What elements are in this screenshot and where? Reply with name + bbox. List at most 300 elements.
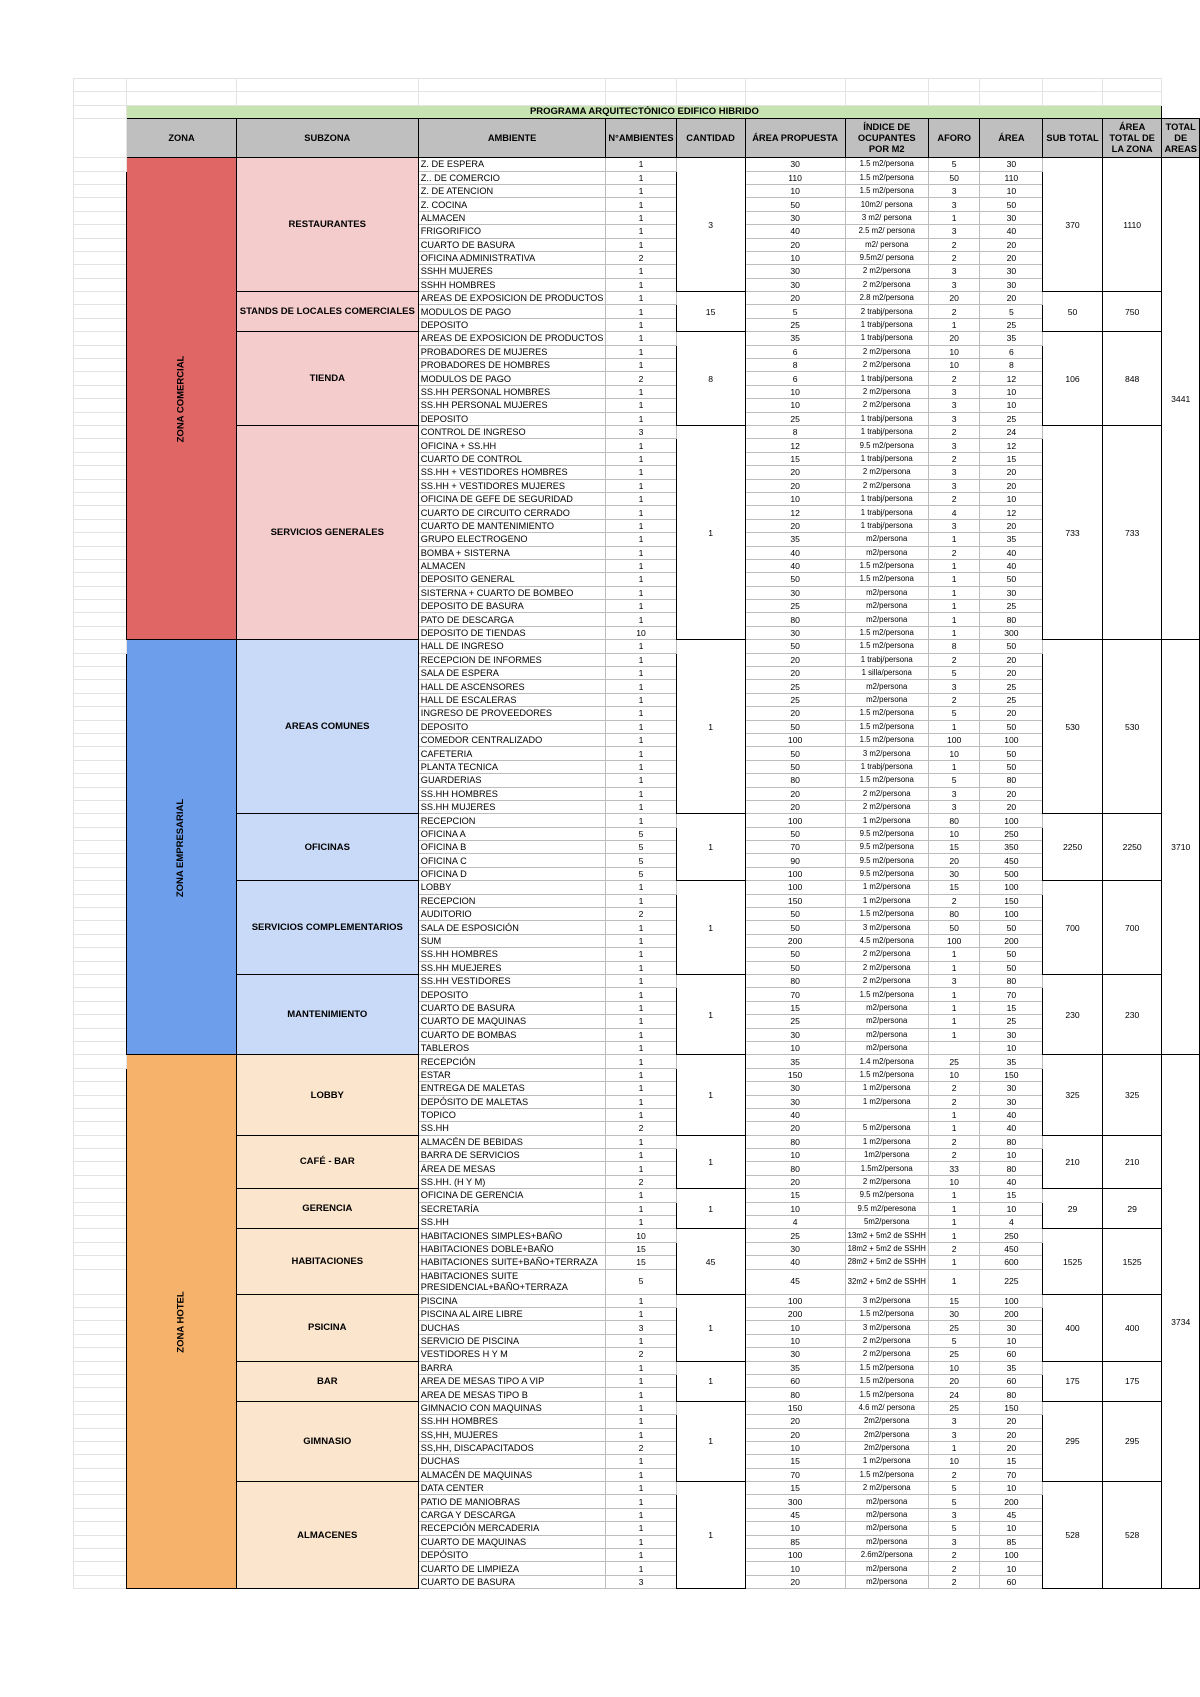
aforo-cell: 1 — [928, 559, 980, 572]
area-propuesta-cell: 30 — [745, 158, 845, 171]
ambiente-cell: DATA CENTER — [418, 1482, 606, 1495]
indice-cell: 1.4 m2/persona — [845, 1055, 928, 1068]
zone-area-cell: 750 — [1102, 292, 1162, 332]
indice-cell: 1 trabj/persona — [845, 506, 928, 519]
zone-area-cell: 29 — [1102, 1189, 1162, 1229]
ambiente-cell: SS.HH. (H Y M) — [418, 1175, 606, 1188]
column-header: N°AMBIENTES — [606, 119, 676, 158]
indice-cell: 1 m2/persona — [845, 1455, 928, 1468]
aforo-cell: 100 — [928, 733, 980, 746]
num-ambientes-cell: 1 — [606, 1361, 676, 1374]
area-propuesta-cell: 80 — [745, 975, 845, 988]
area-propuesta-cell: 80 — [745, 1388, 845, 1401]
indice-cell: 9.5 m2/persona — [845, 439, 928, 452]
area-cell: 250 — [980, 827, 1043, 840]
column-header: SUBZONA — [236, 119, 418, 158]
subzone-label: LOBBY — [236, 1055, 418, 1135]
aforo-cell: 2 — [928, 1242, 980, 1255]
subtotal-cell: 29 — [1043, 1189, 1103, 1229]
area-cell: 20 — [980, 1441, 1043, 1454]
num-ambientes-cell: 1 — [606, 1294, 676, 1307]
indice-cell: 2 m2/persona — [845, 961, 928, 974]
indice-cell: 1 trabj/persona — [845, 318, 928, 331]
ambiente-cell: CUARTO DE BOMBAS — [418, 1028, 606, 1041]
aforo-cell: 20 — [928, 292, 980, 305]
aforo-cell: 25 — [928, 1055, 980, 1068]
area-cell: 500 — [980, 867, 1043, 880]
ambiente-cell: HALL DE ASCENSORES — [418, 680, 606, 693]
area-cell: 450 — [980, 1242, 1043, 1255]
ambiente-cell: ALMACÉN DE MAQUINAS — [418, 1468, 606, 1481]
area-propuesta-cell: 200 — [745, 934, 845, 947]
ambiente-cell: GRUPO ELECTROGENO — [418, 533, 606, 546]
ambiente-cell: CUARTO DE LIMPIEZA — [418, 1562, 606, 1575]
area-propuesta-cell: 20 — [745, 787, 845, 800]
area-cell: 45 — [980, 1508, 1043, 1521]
area-cell: 25 — [980, 693, 1043, 706]
num-ambientes-cell: 1 — [606, 1482, 676, 1495]
indice-cell: 1 m2/persona — [845, 894, 928, 907]
num-ambientes-cell: 1 — [606, 452, 676, 465]
area-propuesta-cell: 25 — [745, 600, 845, 613]
aforo-cell: 3 — [928, 800, 980, 813]
aforo-cell: 2 — [928, 1135, 980, 1148]
aforo-cell: 1 — [928, 1015, 980, 1028]
ambiente-cell: OFICINA B — [418, 841, 606, 854]
zone-area-cell: 528 — [1102, 1482, 1162, 1589]
indice-cell: 1.5 m2/persona — [845, 559, 928, 572]
ambiente-cell: ALMACEN — [418, 559, 606, 572]
area-propuesta-cell: 85 — [745, 1535, 845, 1548]
area-propuesta-cell: 30 — [745, 1242, 845, 1255]
subtotal-cell: 106 — [1043, 332, 1103, 426]
ambiente-cell: OFICINA DE GERENCIA — [418, 1189, 606, 1202]
indice-cell: m2/persona — [845, 613, 928, 626]
subtotal-cell: 230 — [1043, 975, 1103, 1055]
aforo-cell: 5 — [928, 1495, 980, 1508]
table-row — [74, 1294, 1200, 1307]
area-cell: 25 — [980, 680, 1043, 693]
aforo-cell: 5 — [928, 1334, 980, 1347]
area-propuesta-cell: 10 — [745, 399, 845, 412]
ambiente-cell: AUDITORIO — [418, 908, 606, 921]
area-cell: 10 — [980, 1334, 1043, 1347]
zone-area-cell: 295 — [1102, 1401, 1162, 1481]
area-cell: 250 — [980, 1229, 1043, 1242]
ambiente-cell: AREA DE MESAS TIPO B — [418, 1388, 606, 1401]
indice-cell: 1.5 m2/persona — [845, 707, 928, 720]
area-propuesta-cell: 8 — [745, 425, 845, 438]
ambiente-cell: OFICINA C — [418, 854, 606, 867]
num-ambientes-cell: 1 — [606, 1374, 676, 1387]
num-ambientes-cell: 1 — [606, 667, 676, 680]
area-cell: 20 — [980, 519, 1043, 532]
area-propuesta-cell: 60 — [745, 1374, 845, 1387]
column-header: AMBIENTE — [418, 119, 606, 158]
ambiente-cell: BOMBA + SISTERNA — [418, 546, 606, 559]
indice-cell: 1 m2/persona — [845, 1135, 928, 1148]
ambiente-cell: SS.HH — [418, 1122, 606, 1135]
num-ambientes-cell: 1 — [606, 385, 676, 398]
aforo-cell: 1 — [928, 533, 980, 546]
aforo-cell: 1 — [928, 1202, 980, 1215]
subzone-label: SERVICIOS GENERALES — [236, 425, 418, 639]
area-propuesta-cell: 5 — [745, 305, 845, 318]
area-cell: 20 — [980, 707, 1043, 720]
indice-cell: 1.5 m2/persona — [845, 573, 928, 586]
area-propuesta-cell: 30 — [745, 1082, 845, 1095]
area-propuesta-cell: 15 — [745, 452, 845, 465]
num-ambientes-cell: 15 — [606, 1242, 676, 1255]
cantidad-cell: 1 — [676, 814, 745, 881]
area-propuesta-cell: 40 — [745, 559, 845, 572]
num-ambientes-cell: 2 — [606, 908, 676, 921]
area-propuesta-cell: 25 — [745, 1229, 845, 1242]
indice-cell: 1.5 m2/persona — [845, 171, 928, 184]
ambiente-cell: MODULOS DE PAGO — [418, 372, 606, 385]
aforo-cell: 2 — [928, 372, 980, 385]
num-ambientes-cell: 1 — [606, 707, 676, 720]
area-cell: 50 — [980, 948, 1043, 961]
aforo-cell: 20 — [928, 854, 980, 867]
area-propuesta-cell: 20 — [745, 707, 845, 720]
indice-cell: 2 m2/persona — [845, 1175, 928, 1188]
area-propuesta-cell: 200 — [745, 1307, 845, 1320]
area-cell: 25 — [980, 318, 1043, 331]
ambiente-cell: DEPOSITO DE TIENDAS — [418, 626, 606, 639]
area-cell: 25 — [980, 412, 1043, 425]
aforo-cell: 1 — [928, 573, 980, 586]
aforo-cell: 1 — [928, 600, 980, 613]
ambiente-cell: OFICINA DE GEFE DE SEGURIDAD — [418, 492, 606, 505]
area-cell: 30 — [980, 278, 1043, 291]
area-cell: 40 — [980, 1175, 1043, 1188]
area-cell: 12 — [980, 372, 1043, 385]
indice-cell: 3 m2/ persona — [845, 211, 928, 224]
area-cell: 50 — [980, 760, 1043, 773]
ambiente-cell: RECEPCIÓN MERCADERIA — [418, 1522, 606, 1535]
num-ambientes-cell: 1 — [606, 211, 676, 224]
ambiente-cell: SS.HH — [418, 1216, 606, 1229]
num-ambientes-cell: 1 — [606, 881, 676, 894]
area-propuesta-cell: 10 — [745, 184, 845, 197]
indice-cell: 4.6 m2/ persona — [845, 1401, 928, 1414]
num-ambientes-cell: 2 — [606, 251, 676, 264]
cantidad-cell: 15 — [676, 292, 745, 332]
area-cell: 80 — [980, 1388, 1043, 1401]
aforo-cell: 1 — [928, 586, 980, 599]
ambiente-cell: SUM — [418, 934, 606, 947]
num-ambientes-cell: 1 — [606, 519, 676, 532]
indice-cell: m2/persona — [845, 1028, 928, 1041]
aforo-cell: 1 — [928, 1108, 980, 1121]
aforo-cell: 1 — [928, 961, 980, 974]
aforo-cell: 5 — [928, 158, 980, 171]
num-ambientes-cell: 1 — [606, 1108, 676, 1121]
num-ambientes-cell: 1 — [606, 640, 676, 653]
ambiente-cell: PISCINA — [418, 1294, 606, 1307]
area-cell: 50 — [980, 747, 1043, 760]
num-ambientes-cell: 5 — [606, 827, 676, 840]
aforo-cell: 2 — [928, 238, 980, 251]
aforo-cell: 3 — [928, 479, 980, 492]
ambiente-cell: RECEPCION — [418, 894, 606, 907]
aforo-cell: 1 — [928, 988, 980, 1001]
area-propuesta-cell: 50 — [745, 760, 845, 773]
ambiente-cell: INGRESO DE PROVEEDORES — [418, 707, 606, 720]
ambiente-cell: CARGA Y DESCARGA — [418, 1508, 606, 1521]
area-propuesta-cell: 35 — [745, 1055, 845, 1068]
num-ambientes-cell: 1 — [606, 506, 676, 519]
num-ambientes-cell: 1 — [606, 760, 676, 773]
indice-cell: 2m2/persona — [845, 1415, 928, 1428]
zone-label — [127, 158, 236, 640]
ambiente-cell: CUARTO DE MAQUINAS — [418, 1535, 606, 1548]
num-ambientes-cell: 1 — [606, 399, 676, 412]
zone-area-cell: 400 — [1102, 1294, 1162, 1361]
aforo-cell: 1 — [928, 1229, 980, 1242]
num-ambientes-cell: 1 — [606, 546, 676, 559]
area-propuesta-cell: 70 — [745, 1468, 845, 1481]
indice-cell: 1.5 m2/persona — [845, 1374, 928, 1387]
ambiente-cell: CAFETERIA — [418, 747, 606, 760]
indice-cell: 1.5 m2/persona — [845, 640, 928, 653]
aforo-cell: 80 — [928, 814, 980, 827]
num-ambientes-cell: 1 — [606, 1522, 676, 1535]
area-cell: 150 — [980, 1068, 1043, 1081]
indice-cell: 1 trabj/persona — [845, 492, 928, 505]
zone-name: ZONA COMERCIAL — [175, 355, 187, 443]
subzone-label: CAFÉ - BAR — [236, 1135, 418, 1189]
area-propuesta-cell: 10 — [745, 1441, 845, 1454]
aforo-cell: 1 — [928, 1028, 980, 1041]
aforo-cell: 1 — [928, 211, 980, 224]
area-cell: 100 — [980, 1294, 1043, 1307]
area-cell: 50 — [980, 198, 1043, 211]
cantidad-cell: 45 — [676, 1229, 745, 1294]
area-cell: 20 — [980, 1428, 1043, 1441]
area-propuesta-cell: 20 — [745, 653, 845, 666]
indice-cell: 9.5 m2/persona — [845, 827, 928, 840]
area-propuesta-cell: 10 — [745, 1562, 845, 1575]
ambiente-cell: HALL DE ESCALERAS — [418, 693, 606, 706]
indice-cell: m2/persona — [845, 1015, 928, 1028]
ambiente-cell: SALA DE ESPERA — [418, 667, 606, 680]
aforo-cell: 1 — [928, 1256, 980, 1269]
subtotal-cell: 400 — [1043, 1294, 1103, 1361]
area-propuesta-cell: 50 — [745, 573, 845, 586]
table-row — [74, 1189, 1200, 1202]
area-cell: 100 — [980, 1549, 1043, 1562]
indice-cell: 9.5 m2/persona — [845, 854, 928, 867]
indice-cell: 2.6m2/persona — [845, 1549, 928, 1562]
num-ambientes-cell: 1 — [606, 1001, 676, 1014]
area-cell: 50 — [980, 640, 1043, 653]
area-propuesta-cell: 20 — [745, 292, 845, 305]
area-cell: 15 — [980, 1189, 1043, 1202]
aforo-cell: 10 — [928, 747, 980, 760]
area-cell: 85 — [980, 1535, 1043, 1548]
area-cell: 600 — [980, 1256, 1043, 1269]
area-propuesta-cell: 10 — [745, 1202, 845, 1215]
indice-cell: 2 m2/persona — [845, 948, 928, 961]
zone-area-cell: 175 — [1102, 1361, 1162, 1401]
aforo-cell: 3 — [928, 1428, 980, 1441]
num-ambientes-cell: 1 — [606, 1041, 676, 1054]
area-propuesta-cell: 15 — [745, 1001, 845, 1014]
area-cell: 35 — [980, 1055, 1043, 1068]
num-ambientes-cell: 1 — [606, 653, 676, 666]
num-ambientes-cell: 1 — [606, 466, 676, 479]
aforo-cell: 3 — [928, 1508, 980, 1521]
indice-cell: 2 m2/persona — [845, 385, 928, 398]
indice-cell: 1 trabj/persona — [845, 372, 928, 385]
area-propuesta-cell: 6 — [745, 345, 845, 358]
ambiente-cell: CONTROL DE INGRESO — [418, 425, 606, 438]
area-cell: 40 — [980, 1122, 1043, 1135]
area-cell: 5 — [980, 305, 1043, 318]
indice-cell: 2 m2/persona — [845, 278, 928, 291]
ambiente-cell: AREAS DE EXPOSICION DE PRODUCTOS — [418, 332, 606, 345]
column-header: ÍNDICE DE OCUPANTES POR M2 — [845, 119, 928, 158]
zone-area-cell: 1525 — [1102, 1229, 1162, 1294]
area-propuesta-cell: 35 — [745, 332, 845, 345]
subtotal-cell: 325 — [1043, 1055, 1103, 1135]
area-propuesta-cell: 90 — [745, 854, 845, 867]
area-propuesta-cell: 20 — [745, 1415, 845, 1428]
subzone-label: AREAS COMUNES — [236, 640, 418, 814]
num-ambientes-cell: 1 — [606, 492, 676, 505]
aforo-cell: 1 — [928, 948, 980, 961]
indice-cell: 2 m2/persona — [845, 975, 928, 988]
aforo-cell: 1 — [928, 613, 980, 626]
area-propuesta-cell: 6 — [745, 372, 845, 385]
indice-cell: 1 trabj/persona — [845, 760, 928, 773]
zone-area-cell: 700 — [1102, 881, 1162, 975]
aforo-cell: 3 — [928, 184, 980, 197]
num-ambientes-cell: 1 — [606, 800, 676, 813]
aforo-cell: 3 — [928, 225, 980, 238]
ambiente-cell: Z. COCINA — [418, 198, 606, 211]
area-cell: 20 — [980, 292, 1043, 305]
area-propuesta-cell: 30 — [745, 1348, 845, 1361]
zone-name: ZONA EMPRESARIAL — [175, 798, 187, 897]
num-ambientes-cell: 1 — [606, 318, 676, 331]
table-row — [74, 1401, 1200, 1414]
aforo-cell: 50 — [928, 921, 980, 934]
ambiente-cell: SERVICIO DE PISCINA — [418, 1334, 606, 1347]
indice-cell: 2.5 m2/ persona — [845, 225, 928, 238]
area-propuesta-cell: 12 — [745, 506, 845, 519]
aforo-cell: 4 — [928, 506, 980, 519]
num-ambientes-cell: 1 — [606, 1334, 676, 1347]
ambiente-cell: PROBADORES DE HOMBRES — [418, 359, 606, 372]
aforo-cell: 1 — [928, 760, 980, 773]
ambiente-cell: LOBBY — [418, 881, 606, 894]
num-ambientes-cell: 5 — [606, 854, 676, 867]
num-ambientes-cell: 1 — [606, 1455, 676, 1468]
indice-cell: 2 m2/persona — [845, 787, 928, 800]
area-cell: 20 — [980, 466, 1043, 479]
area-cell: 35 — [980, 1361, 1043, 1374]
area-propuesta-cell: 100 — [745, 733, 845, 746]
area-propuesta-cell: 20 — [745, 667, 845, 680]
aforo-cell: 2 — [928, 1549, 980, 1562]
ambiente-cell: CUARTO DE CIRCUITO CERRADO — [418, 506, 606, 519]
area-propuesta-cell: 80 — [745, 613, 845, 626]
aforo-cell: 3 — [928, 278, 980, 291]
aforo-cell: 3 — [928, 975, 980, 988]
num-ambientes-cell: 5 — [606, 867, 676, 880]
area-cell: 60 — [980, 1348, 1043, 1361]
area-propuesta-cell: 30 — [745, 626, 845, 639]
area-propuesta-cell: 45 — [745, 1508, 845, 1521]
ambiente-cell: GUARDERIAS — [418, 774, 606, 787]
area-propuesta-cell: 30 — [745, 265, 845, 278]
ambiente-cell: ALMACEN — [418, 211, 606, 224]
column-header: ÁREA TOTAL DE LA ZONA — [1102, 119, 1162, 158]
area-cell: 20 — [980, 667, 1043, 680]
indice-cell: m2/persona — [845, 1575, 928, 1588]
num-ambientes-cell: 15 — [606, 1256, 676, 1269]
ambiente-cell: Z.. DE COMERCIO — [418, 171, 606, 184]
area-cell: 20 — [980, 1415, 1043, 1428]
aforo-cell: 2 — [928, 1149, 980, 1162]
area-cell: 10 — [980, 1522, 1043, 1535]
aforo-cell: 3 — [928, 680, 980, 693]
area-propuesta-cell: 30 — [745, 211, 845, 224]
area-cell: 30 — [980, 1082, 1043, 1095]
area-cell: 20 — [980, 800, 1043, 813]
ambiente-cell: SS.HH HOMBRES — [418, 948, 606, 961]
subzone-label: ALMACENES — [236, 1482, 418, 1589]
area-cell: 20 — [980, 653, 1043, 666]
area-propuesta-cell: 10 — [745, 1149, 845, 1162]
indice-cell: 1.5 m2/persona — [845, 733, 928, 746]
area-cell: 80 — [980, 1162, 1043, 1175]
area-cell: 225 — [980, 1269, 1043, 1294]
ambiente-cell: AREA DE MESAS TIPO A VIP — [418, 1374, 606, 1387]
area-propuesta-cell: 30 — [745, 1028, 845, 1041]
aforo-cell — [928, 1041, 980, 1054]
area-cell: 25 — [980, 1015, 1043, 1028]
aforo-cell: 10 — [928, 1361, 980, 1374]
subzone-label: STANDS DE LOCALES COMERCIALES — [236, 292, 418, 332]
num-ambientes-cell: 3 — [606, 425, 676, 438]
indice-cell: 9.5 m2/persona — [845, 867, 928, 880]
indice-cell: 3 m2/persona — [845, 1294, 928, 1307]
area-propuesta-cell: 8 — [745, 359, 845, 372]
aforo-cell: 50 — [928, 171, 980, 184]
column-header: ÁREA — [980, 119, 1043, 158]
num-ambientes-cell: 2 — [606, 1122, 676, 1135]
aforo-cell: 2 — [928, 546, 980, 559]
table-row — [74, 1135, 1200, 1148]
zone-label — [127, 1055, 236, 1589]
area-cell: 40 — [980, 559, 1043, 572]
indice-cell: 1 trabj/persona — [845, 653, 928, 666]
area-propuesta-cell: 12 — [745, 439, 845, 452]
area-cell: 70 — [980, 1468, 1043, 1481]
num-ambientes-cell: 1 — [606, 573, 676, 586]
area-cell: 40 — [980, 225, 1043, 238]
ambiente-cell: OFICINA D — [418, 867, 606, 880]
area-propuesta-cell: 100 — [745, 867, 845, 880]
indice-cell: 1.5 m2/persona — [845, 1468, 928, 1481]
area-cell: 50 — [980, 573, 1043, 586]
num-ambientes-cell: 1 — [606, 1149, 676, 1162]
aforo-cell: 3 — [928, 519, 980, 532]
